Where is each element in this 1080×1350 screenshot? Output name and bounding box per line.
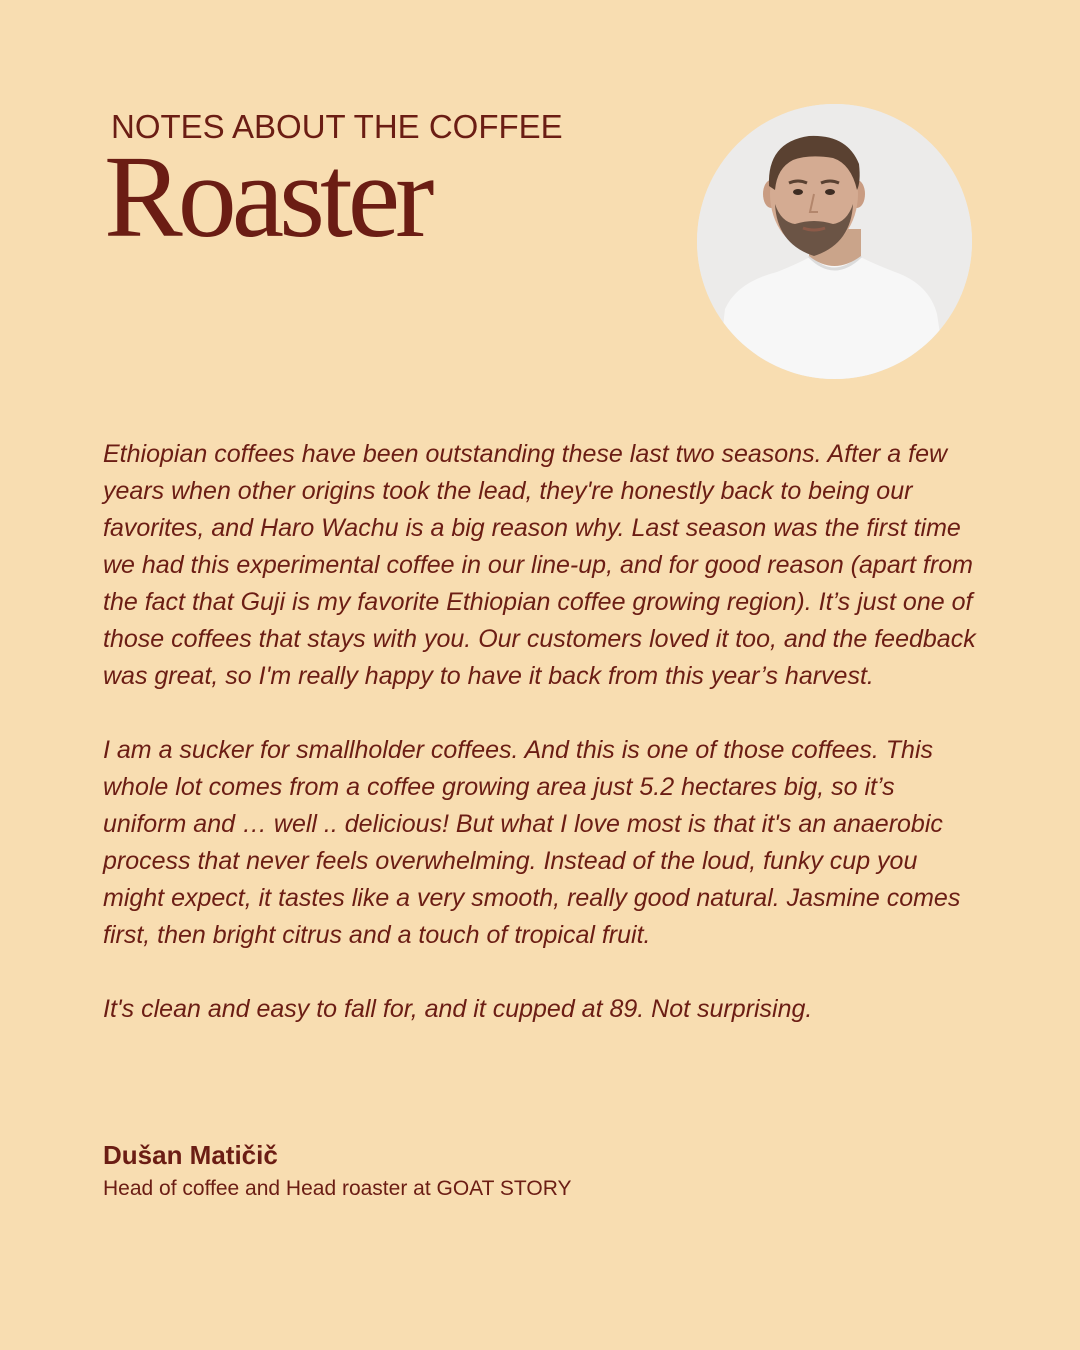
section-eyebrow: NOTES ABOUT THE COFFEE <box>111 108 563 145</box>
roaster-portrait <box>697 104 972 379</box>
roaster-notes <box>103 436 983 1065</box>
notes-paragraph-2: I am a sucker for smallholder coffees. And this is one of those coffees. This whole lot comes from a coffee growing area just 5.2 hectares big, so it’s uniform and … well .. delicious! But what I love most is that it's an anaerobic process that never feels overwhelming. Instead of the loud, funky cup you might expect, it tastes like a very smooth, really good natural. Jasmine comes first, then bright citrus and a touch of tropical fruit. <box>103 736 961 949</box>
author-role: Head of coffee and Head roaster at GOAT STORY <box>103 1177 572 1200</box>
notes-paragraph-3: It's clean and easy to fall for, and it cupped at 89. Not surprising. <box>103 995 813 1023</box>
page-title: Roaster <box>104 131 430 262</box>
notes-paragraph-1: Ethiopian coffees have been outstanding these last two seasons. After a few years when other origins took the lead, they're honestly back to being our favorites, and Haro Wachu is a big reason why. Last season was the first time we had this experimental coffee in our line-up, and for good reason (apart from the fact that Guji is my favorite Ethiopian coffee growing region). It’s just one of those coffees that stays with you. Our customers loved it too, and the feedback was great, so I'm really happy to have it back from this year’s harvest. <box>103 440 976 690</box>
author-name: Dušan Matičič <box>103 1140 278 1170</box>
